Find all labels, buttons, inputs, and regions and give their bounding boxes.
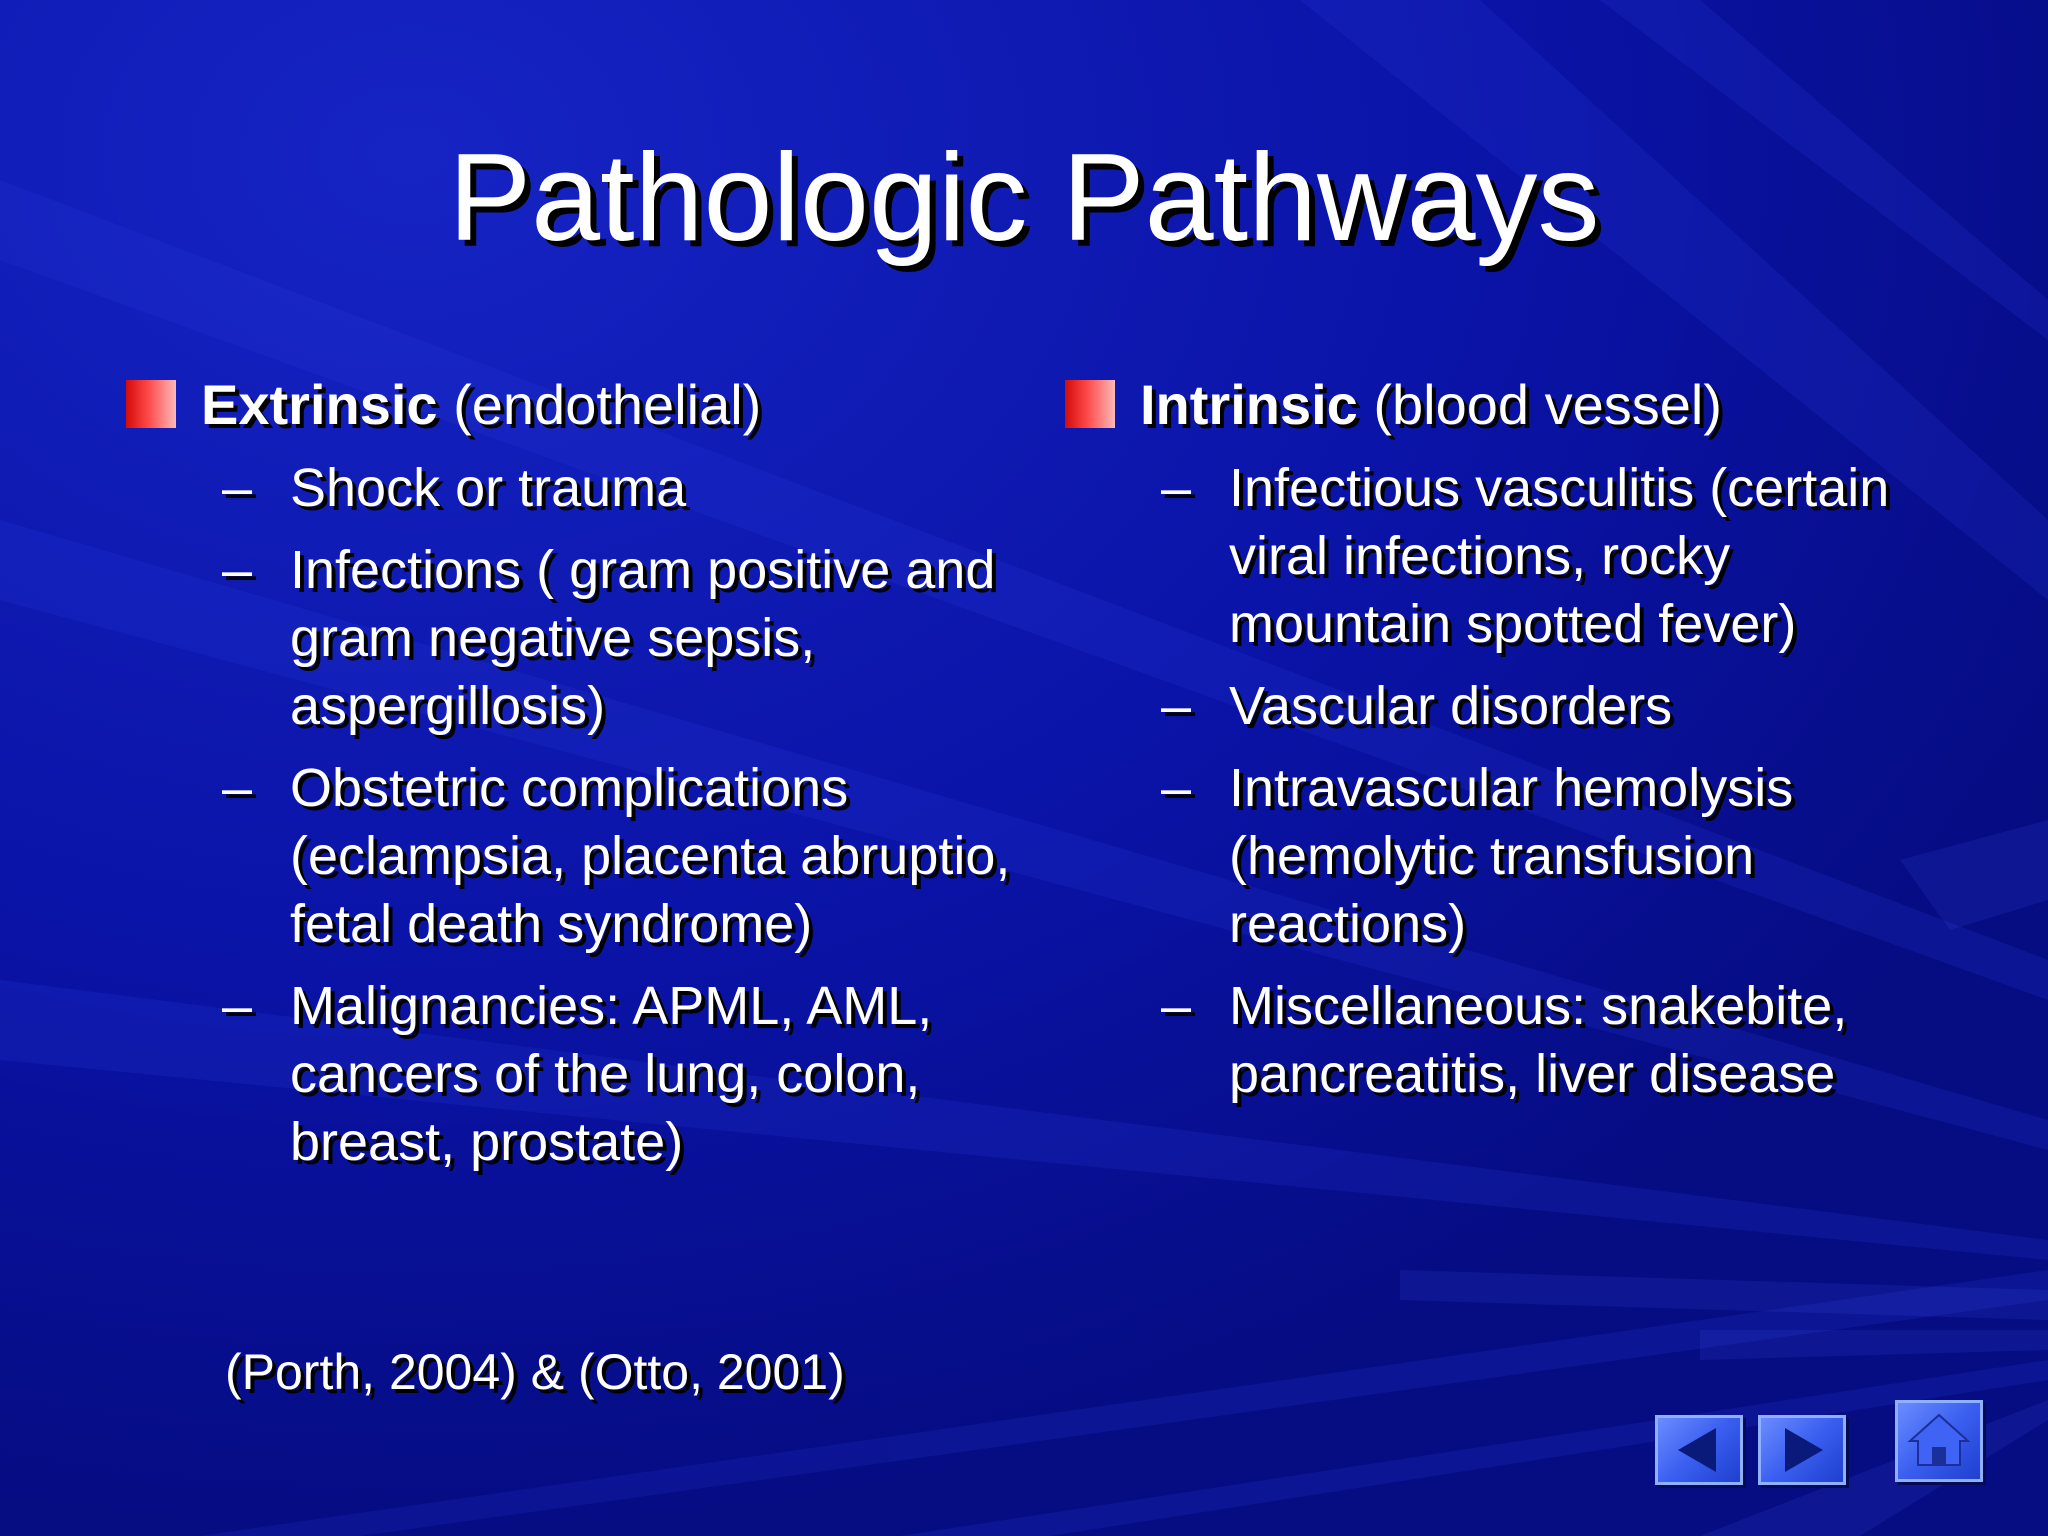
dash-bullet-icon: – [222, 458, 253, 518]
slide-title: Pathologic Pathways [448, 129, 1600, 267]
list-item-text: Miscellaneous: snakebite, pancreatitis, liver disease [1229, 976, 1848, 1104]
dash-bullet-icon: – [1161, 458, 1192, 518]
intrinsic-column [1065, 370, 1965, 1122]
list-item [126, 454, 1026, 522]
dash-bullet-icon: – [222, 540, 253, 600]
citation: (Porth, 2004) & (Otto, 2001) [225, 1344, 845, 1400]
intrinsic-heading-bold: Intrinsic [1140, 373, 1358, 436]
list-item [126, 972, 1026, 1176]
home-button[interactable] [1895, 1400, 1983, 1482]
list-item [1065, 972, 1965, 1108]
list-item-text: Infectious vasculitis (certain viral infections, rocky mountain spotted fever) [1229, 458, 1890, 654]
list-item [126, 536, 1026, 740]
list-item-text: Shock or trauma [290, 458, 687, 518]
previous-slide-button[interactable] [1655, 1415, 1743, 1485]
square-bullet-icon [1065, 380, 1115, 428]
list-item [126, 754, 1026, 958]
square-bullet-icon [126, 380, 176, 428]
extrinsic-column [126, 370, 1026, 1190]
home-icon [1898, 1403, 1980, 1479]
dash-bullet-icon: – [1161, 976, 1192, 1036]
list-item [1065, 754, 1965, 958]
extrinsic-heading [126, 370, 1026, 440]
intrinsic-heading [1065, 370, 1965, 440]
intrinsic-list [1065, 454, 1965, 1108]
extrinsic-heading-rest: (endothelial) [437, 373, 762, 436]
list-item [1065, 672, 1965, 740]
list-item-text: Vascular disorders [1229, 676, 1673, 736]
dash-bullet-icon: – [1161, 758, 1192, 818]
extrinsic-list [126, 454, 1026, 1176]
next-slide-button[interactable] [1758, 1415, 1846, 1485]
list-item-text: Malignancies: APML, AML, cancers of the lung, colon, breast, prostate) [290, 976, 933, 1172]
right-arrow-icon [1761, 1418, 1843, 1482]
list-item-text: Infections ( gram positive and gram negative sepsis, aspergillosis) [290, 540, 996, 736]
list-item [1065, 454, 1965, 658]
dash-bullet-icon: – [222, 758, 253, 818]
dash-bullet-icon: – [1161, 676, 1192, 736]
extrinsic-heading-bold: Extrinsic [201, 373, 438, 436]
dash-bullet-icon: – [222, 976, 253, 1036]
intrinsic-heading-rest: (blood vessel) [1357, 373, 1722, 436]
list-item-text: Intravascular hemolysis (hemolytic transfusion reactions) [1229, 758, 1794, 954]
left-arrow-icon [1658, 1418, 1740, 1482]
list-item-text: Obstetric complications (eclampsia, placenta abruptio, fetal death syndrome) [290, 758, 1011, 954]
